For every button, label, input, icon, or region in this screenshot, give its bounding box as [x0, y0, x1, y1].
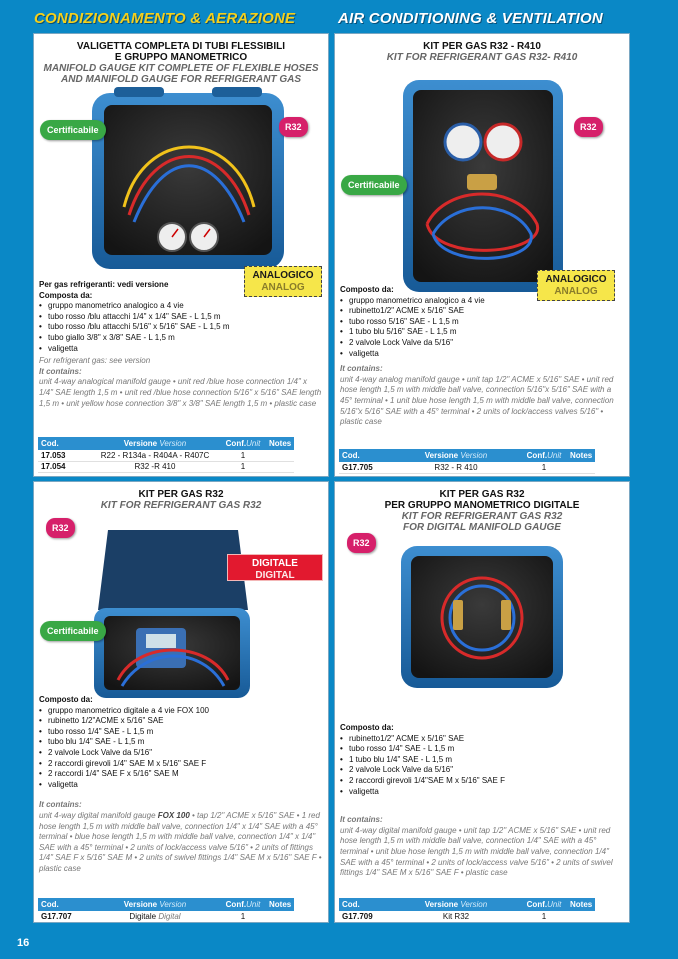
case-photo [395, 540, 569, 694]
certificabile-badge: Certificabile [40, 120, 106, 140]
product-title: KIT PER GAS R32 PER GRUPPO MANOMETRICO DIGITALE KIT FOR REFRIGERANT GAS R32 FOR DIGITAL MANIFOLD GAUGE [384, 489, 580, 533]
list-item: • tubo giallo 3/8" x 3/8" SAE - L 1,5 m [39, 333, 323, 344]
product-title: KIT PER GAS R32 KIT FOR REFRIGERANT GAS R32 [100, 489, 262, 511]
product-card-kit-r32-r410 [334, 33, 630, 477]
codes-table: Cod. Versione Version Conf.Unit Notes G17.707 Digitale Digital 1 [38, 898, 294, 923]
product-description: Composto da: • gruppo manometrico digitale a 4 vie FOX 100 • rubinetto 1/2"ACME x 5/16" SAE • tubo rosso 1/4" SAE - L 1,5 m • tubo blu 1/4" SAE - L 1,5 m • 2 valvole Lock Valve da 5/16" • 2 raccordi girevoli 1/4" SAE M x 5/16" SAE F • 2 raccordi 1/4" SAE F x 5/16" SAE M • valigetta It contains: unit 4-way digital manifold gauge FOX 100 • tap 1/2" ACME x 5/16" SAE • 1 red hose length 1,5 m with middle ball valve, connection 1/4" x 1/4" SAE with a 45° terminal • blue hose length 1,5 m with middle ball valve, connection 1/4" x 1/4" SAE with a 45° terminal • 2 units of lock/access valve 5/16" • 2 units of fittings 1/4" SAE F x 5/16" SAE M • 2 units of swivel fittings 1/4" SAE M x 5/16" SAE F • plastic case [39, 695, 323, 875]
component-list [39, 301, 323, 354]
list-item: • valigetta [39, 780, 323, 791]
codes-table: Cod. Versione Version Conf.Unit Notes G17.705 R32 - R 410 1 [339, 449, 595, 474]
r32-badge: R32 [574, 117, 603, 137]
header-title-it: CONDIZIONAMENTO & AERAZIONE [34, 10, 296, 27]
product-title: VALIGETTA COMPLETA DI TUBI FLESSIBILI E GRUPPO MANOMETRICO MANIFOLD GAUGE KIT COMPLETE OF FLEXIBLE HOSES AND MANIFOLD GAUGE FOR REFRIGERANT GAS [43, 41, 319, 85]
certificabile-badge: Certificabile [341, 175, 407, 195]
table-row: G17.705 R32 - R 410 1 [339, 462, 595, 473]
certificabile-badge: Certificabile [40, 621, 106, 641]
table-row: G17.707 Digitale Digital 1 [38, 911, 294, 922]
product-card-kit-r32-digital [33, 481, 329, 923]
table-row: 17.053 R22 - R134a - R404A - R407C 1 [38, 450, 294, 461]
list-item: • 2 raccordi girevoli 1/4"SAE M x 5/16" SAE F [340, 776, 624, 787]
case-photo [84, 87, 292, 272]
product-description: Composto da: • rubinetto1/2" ACME x 5/16" SAE • tubo rosso 1/4" SAE - L 1,5 m • 1 tubo blu 1/4" SAE - L 1,5 m • 2 valvole Lock Valve da 5/16" • 2 raccordi girevoli 1/4"SAE M x 5/16" SAE F • valigetta It contains: unit 4-way digital manifold gauge • unit tap 1/2" ACME x 5/16" SAE • unit red hose length 1,5 m with middle ball valve, connection 1/4" SAE with a 45° terminal • unit blue hose length 1,5 m with middle ball valve, connection 1/4" SAE with a 45° terminal • 2 units of lock/access valve 5/16" • 2 units of swivel fittings 1/4" SAE M x 5/16" SAE F • plastic case [340, 723, 624, 879]
product-card-kit-r32-for-digital [334, 481, 630, 923]
codes-table: Cod. Versione Version Conf.Unit Notes 17.053 R22 - R134a - R404A - R407C 1 17.054 R32 -R 410 1 [38, 437, 294, 473]
list-item: • valigetta [39, 344, 323, 355]
product-description: Composto da: • gruppo manometrico analogico a 4 vie • rubinetto1/2" ACME x 5/16" SAE • tubo rosso 5/16" SAE - L 1,5 m • 1 tubo blu 5/16" SAE - L 1,5 m • 2 valvole Lock Valve da 5/16" • valigetta It contains: unit 4-way analog manifold gauge • unit tap 1/2" ACME x 5/16" SAE • unit red hose length 1,5 m with middle ball valve, connection 5/16"x 5/16" SAE with a 45° terminal • 1 unit blue hose length 1,5 m with middle ball valve, connection 5/16"x 5/16" SAE with a 45° terminal • 2 units of lock/access valves 5/16" • plastic case [340, 285, 624, 428]
header-title-en: AIR CONDITIONING & VENTILATION [338, 10, 603, 27]
list-item: • gruppo manometrico digitale a 4 vie FOX 100 [39, 706, 323, 717]
product-description: Per gas refrigeranti: vedi versione Composta da: • gruppo manometrico analogico a 4 vie • tubo rosso /blu attacchi 1/4" x 1/4" SAE - L 1,5 m • tubo rosso /blu attacchi 5/16" x 5/16" SAE - L 1,5 m • tubo giallo 3/8" x 3/8" SAE - L 1,5 m • valigetta For refrigerant gas: see version It contains: unit 4-way analogical manifold gauge • unit red /blue hose connection 1/4" x 1/4" SAE length 1,5 m • unit red /blue hose connection 5/16" x 5/16" SAE length 1,5 m • unit yellow hose connection 3/8" x 3/8" SAE length 1,5 m • plastic case [39, 280, 323, 409]
component-list [340, 296, 624, 360]
r32-badge: R32 [46, 518, 75, 538]
analog-tag: ANALOGICO ANALOG [244, 266, 322, 297]
list-item: • rubinetto1/2" ACME x 5/16" SAE [340, 734, 624, 745]
component-list [340, 734, 624, 798]
analog-tag: ANALOGICO ANALOG [537, 270, 615, 301]
digital-tag: DIGITALE DIGITAL [227, 554, 323, 581]
list-item: • 1 tubo blu 5/16" SAE - L 1,5 m [340, 327, 624, 338]
list-item: • 2 valvole Lock Valve da 5/16" [340, 338, 624, 349]
list-item: • gruppo manometrico analogico a 4 vie [340, 296, 624, 307]
list-item: • 2 valvole Lock Valve da 5/16" [39, 748, 323, 759]
list-item: • 2 raccordi 1/4" SAE F x 5/16" SAE M [39, 769, 323, 780]
case-photo [397, 74, 569, 296]
list-item: • 1 tubo blu 1/4" SAE - L 1,5 m [340, 755, 624, 766]
table-row: G17.709 Kit R32 1 [339, 911, 595, 922]
list-item: • tubo rosso 1/4" SAE - L 1,5 m [340, 744, 624, 755]
list-item: • gruppo manometrico analogico a 4 vie [39, 301, 323, 312]
list-item: • rubinetto 1/2"ACME x 5/16" SAE [39, 716, 323, 727]
codes-table: Cod. Versione Version Conf.Unit Notes G17.709 Kit R32 1 [339, 898, 595, 923]
list-item: • 2 valvole Lock Valve da 5/16" [340, 765, 624, 776]
list-item: • tubo rosso 1/4" SAE - L 1,5 m [39, 727, 323, 738]
list-item: • tubo rosso 5/16" SAE - L 1,5 m [340, 317, 624, 328]
table-row: 17.054 R32 -R 410 1 [38, 461, 294, 472]
list-item: • tubo rosso /blu attacchi 1/4" x 1/4" SAE - L 1,5 m [39, 312, 323, 323]
r32-badge: R32 [347, 533, 376, 553]
list-item: • valigetta [340, 787, 624, 798]
product-card-manifold-kit [33, 33, 329, 477]
product-title: KIT PER GAS R32 - R410 KIT FOR REFRIGERANT GAS R32- R410 [386, 41, 578, 63]
component-list [39, 706, 323, 791]
list-item: • tubo rosso /blu attacchi 5/16" x 5/16" SAE - L 1,5 m [39, 322, 323, 333]
list-item: • valigetta [340, 349, 624, 360]
list-item: • tubo blu 1/4" SAE - L 1,5 m [39, 737, 323, 748]
list-item: • rubinetto1/2" ACME x 5/16" SAE [340, 306, 624, 317]
case-photo [88, 520, 256, 702]
page-number: 16 [17, 937, 30, 949]
list-item: • 2 raccordi girevoli 1/4" SAE M x 5/16" SAE F [39, 759, 323, 770]
r32-badge: R32 [279, 117, 308, 137]
page-header [0, 10, 678, 30]
